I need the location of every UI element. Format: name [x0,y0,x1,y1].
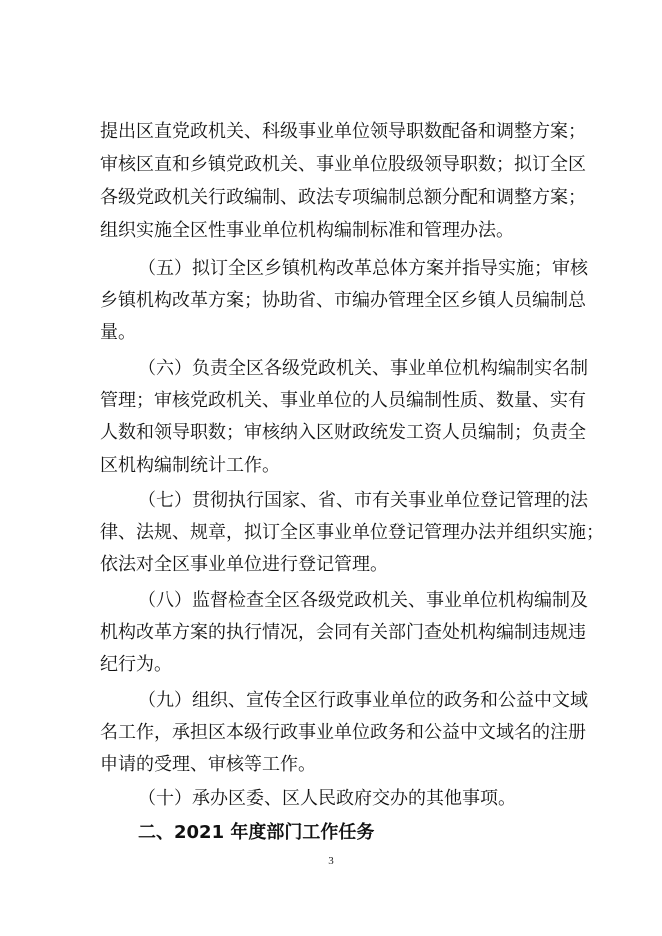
item-9-line: 申请的受理、审核等工作。 [100,754,316,775]
section-heading: 二、2021 年度部门工作任务 [138,822,375,843]
item-7-line: 依法对全区事业单位进行登记管理。 [100,554,388,575]
item-8-line: 机构改革方案的执行情况，会同有关部门查处机构编制违规违 [100,622,586,643]
item-5-line: （五）拟订全区乡镇机构改革总体方案并指导实施；审核 [138,258,588,279]
page-number: 3 [328,855,334,867]
paragraph-line: 组织实施全区性事业单位机构编制标准和管理办法。 [100,220,514,241]
item-7-line: （七）贯彻执行国家、省、市有关事业单位登记管理的法 [138,490,588,511]
item-9-line: （九）组织、宣传全区行政事业单位的政务和公益中文域 [138,690,588,711]
paragraph-line: 审核区直和乡镇党政机关、事业单位股级领导职数；拟订全区 [100,154,586,175]
item-6-line: 管理；审核党政机关、事业单位的人员编制性质、数量、实有 [100,390,586,411]
paragraph-line: 提出区直党政机关、科级事业单位领导职数配备和调整方案； [100,121,586,142]
item-8-line: （八）监督检查全区各级党政机关、事业单位机构编制及 [138,590,588,611]
paragraph-line: 各级党政机关行政编制、政法专项编制总额分配和调整方案； [100,187,586,208]
item-5-line: 量。 [100,322,136,343]
item-6-line: 人数和领导职数；审核纳入区财政统发工资人员编制；负责全 [100,422,586,443]
item-9-line: 名工作，承担区本级行政事业单位政务和公益中文域名的注册 [100,722,586,743]
item-8-line: 纪行为。 [100,654,172,675]
item-6-line: （六）负责全区各级党政机关、事业单位机构编制实名制 [138,358,588,379]
item-7-line: 律、法规、规章，拟订全区事业单位登记管理办法并组织实施； [100,522,604,543]
item-6-line: 区机构编制统计工作。 [100,455,280,476]
item-10-line: （十）承办区委、区人民政府交办的其他事项。 [138,788,516,809]
item-5-line: 乡镇机构改革方案；协助省、市编办管理全区乡镇人员编制总 [100,290,586,311]
